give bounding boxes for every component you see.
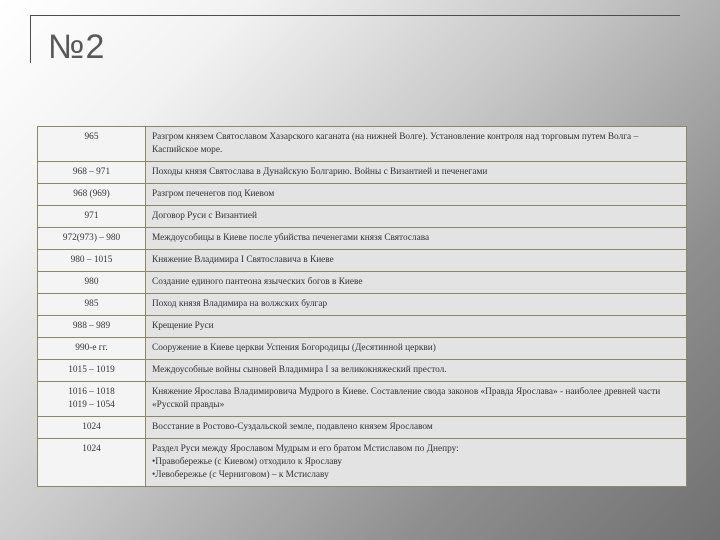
year-cell: 985: [38, 294, 146, 316]
event-cell: [146, 294, 687, 316]
year-cell: 968 (969): [38, 184, 146, 206]
frame-top-line: [30, 15, 680, 16]
slide-title: №2: [48, 28, 106, 66]
table-row: [38, 294, 687, 316]
year-cell: 965: [38, 127, 146, 162]
event-text: Княжение Ярослава Владимировича Мудрого в Киеве. Составление свода законов «Правда Ярослава» - наиболее древней части «Русской правды»: [152, 387, 661, 410]
year-cell: 1024: [38, 417, 146, 439]
event-cell: [146, 439, 687, 487]
table-row: [38, 439, 687, 487]
year-cell: 1015 – 1019: [38, 360, 146, 382]
year-cell: 980 – 1015: [38, 250, 146, 272]
event-text: Княжение Владимира I Святославича в Киеве: [152, 255, 334, 265]
year-cell: 980: [38, 272, 146, 294]
event-text: Междоусобные войны сыновей Владимира I за великокняжеский престол.: [152, 365, 447, 375]
event-cell: [146, 162, 687, 184]
chronology-table-body: [38, 127, 687, 487]
table-row: [38, 206, 687, 228]
event-cell: [146, 382, 687, 417]
frame-left-line: [30, 15, 31, 63]
event-text: Раздел Руси между Ярославом Мудрым и его братом Мстиславом по Днепру:: [152, 444, 459, 454]
event-text: Крещение Руси: [152, 321, 214, 331]
event-text: Создание единого пантеона языческих богов в Киеве: [152, 277, 363, 287]
year-cell: 1016 – 1018 1019 – 1054: [38, 382, 146, 417]
event-text: Восстание в Ростово-Суздальской земле, подавлено князем Ярославом: [152, 422, 433, 432]
table-row: [38, 127, 687, 162]
event-text: •Левобережье (с Черниговом) – к Мстиславу: [152, 470, 329, 480]
year-cell: 990-е гг.: [38, 338, 146, 360]
event-text: Походы князя Святослава в Дунайскую Болгарию. Войны с Византией и печенегами: [152, 167, 488, 177]
event-cell: [146, 228, 687, 250]
event-text: Междоусобицы в Киеве после убийства печенегами князя Святослава: [152, 233, 430, 243]
event-text: •Правобережье (с Киевом) отходило к Ярославу: [152, 457, 343, 467]
event-cell: [146, 417, 687, 439]
table-row: [38, 316, 687, 338]
event-cell: [146, 184, 687, 206]
year-cell: 1024: [38, 439, 146, 487]
year-cell: 988 – 989: [38, 316, 146, 338]
event-text: Разгром печенегов под Киевом: [152, 189, 275, 199]
table-row: [38, 250, 687, 272]
event-text: Поход князя Владимира на волжских булгар: [152, 299, 328, 309]
year-cell: 968 – 971: [38, 162, 146, 184]
event-cell: [146, 127, 687, 162]
year-cell: 971: [38, 206, 146, 228]
table-row: [38, 162, 687, 184]
event-text: Договор Руси с Византией: [152, 211, 257, 221]
event-cell: [146, 272, 687, 294]
event-cell: [146, 338, 687, 360]
event-cell: [146, 316, 687, 338]
event-cell: [146, 360, 687, 382]
table-row: [38, 228, 687, 250]
table-row: [38, 417, 687, 439]
chronology-table: [37, 126, 687, 487]
event-cell: [146, 206, 687, 228]
table-row: [38, 272, 687, 294]
chronology-table-wrapper: [37, 126, 687, 487]
table-row: [38, 184, 687, 206]
event-text: Разгром князем Святославом Хазарского каганата (на нижней Волге). Установление контроля над торговым путем Волга – Каспийское море.: [152, 132, 639, 155]
table-row: [38, 382, 687, 417]
year-cell: 972(973) – 980: [38, 228, 146, 250]
event-cell: [146, 250, 687, 272]
event-text: Сооружение в Киеве церкви Успения Богородицы (Десятинной церкви): [152, 343, 436, 353]
table-row: [38, 338, 687, 360]
table-row: [38, 360, 687, 382]
